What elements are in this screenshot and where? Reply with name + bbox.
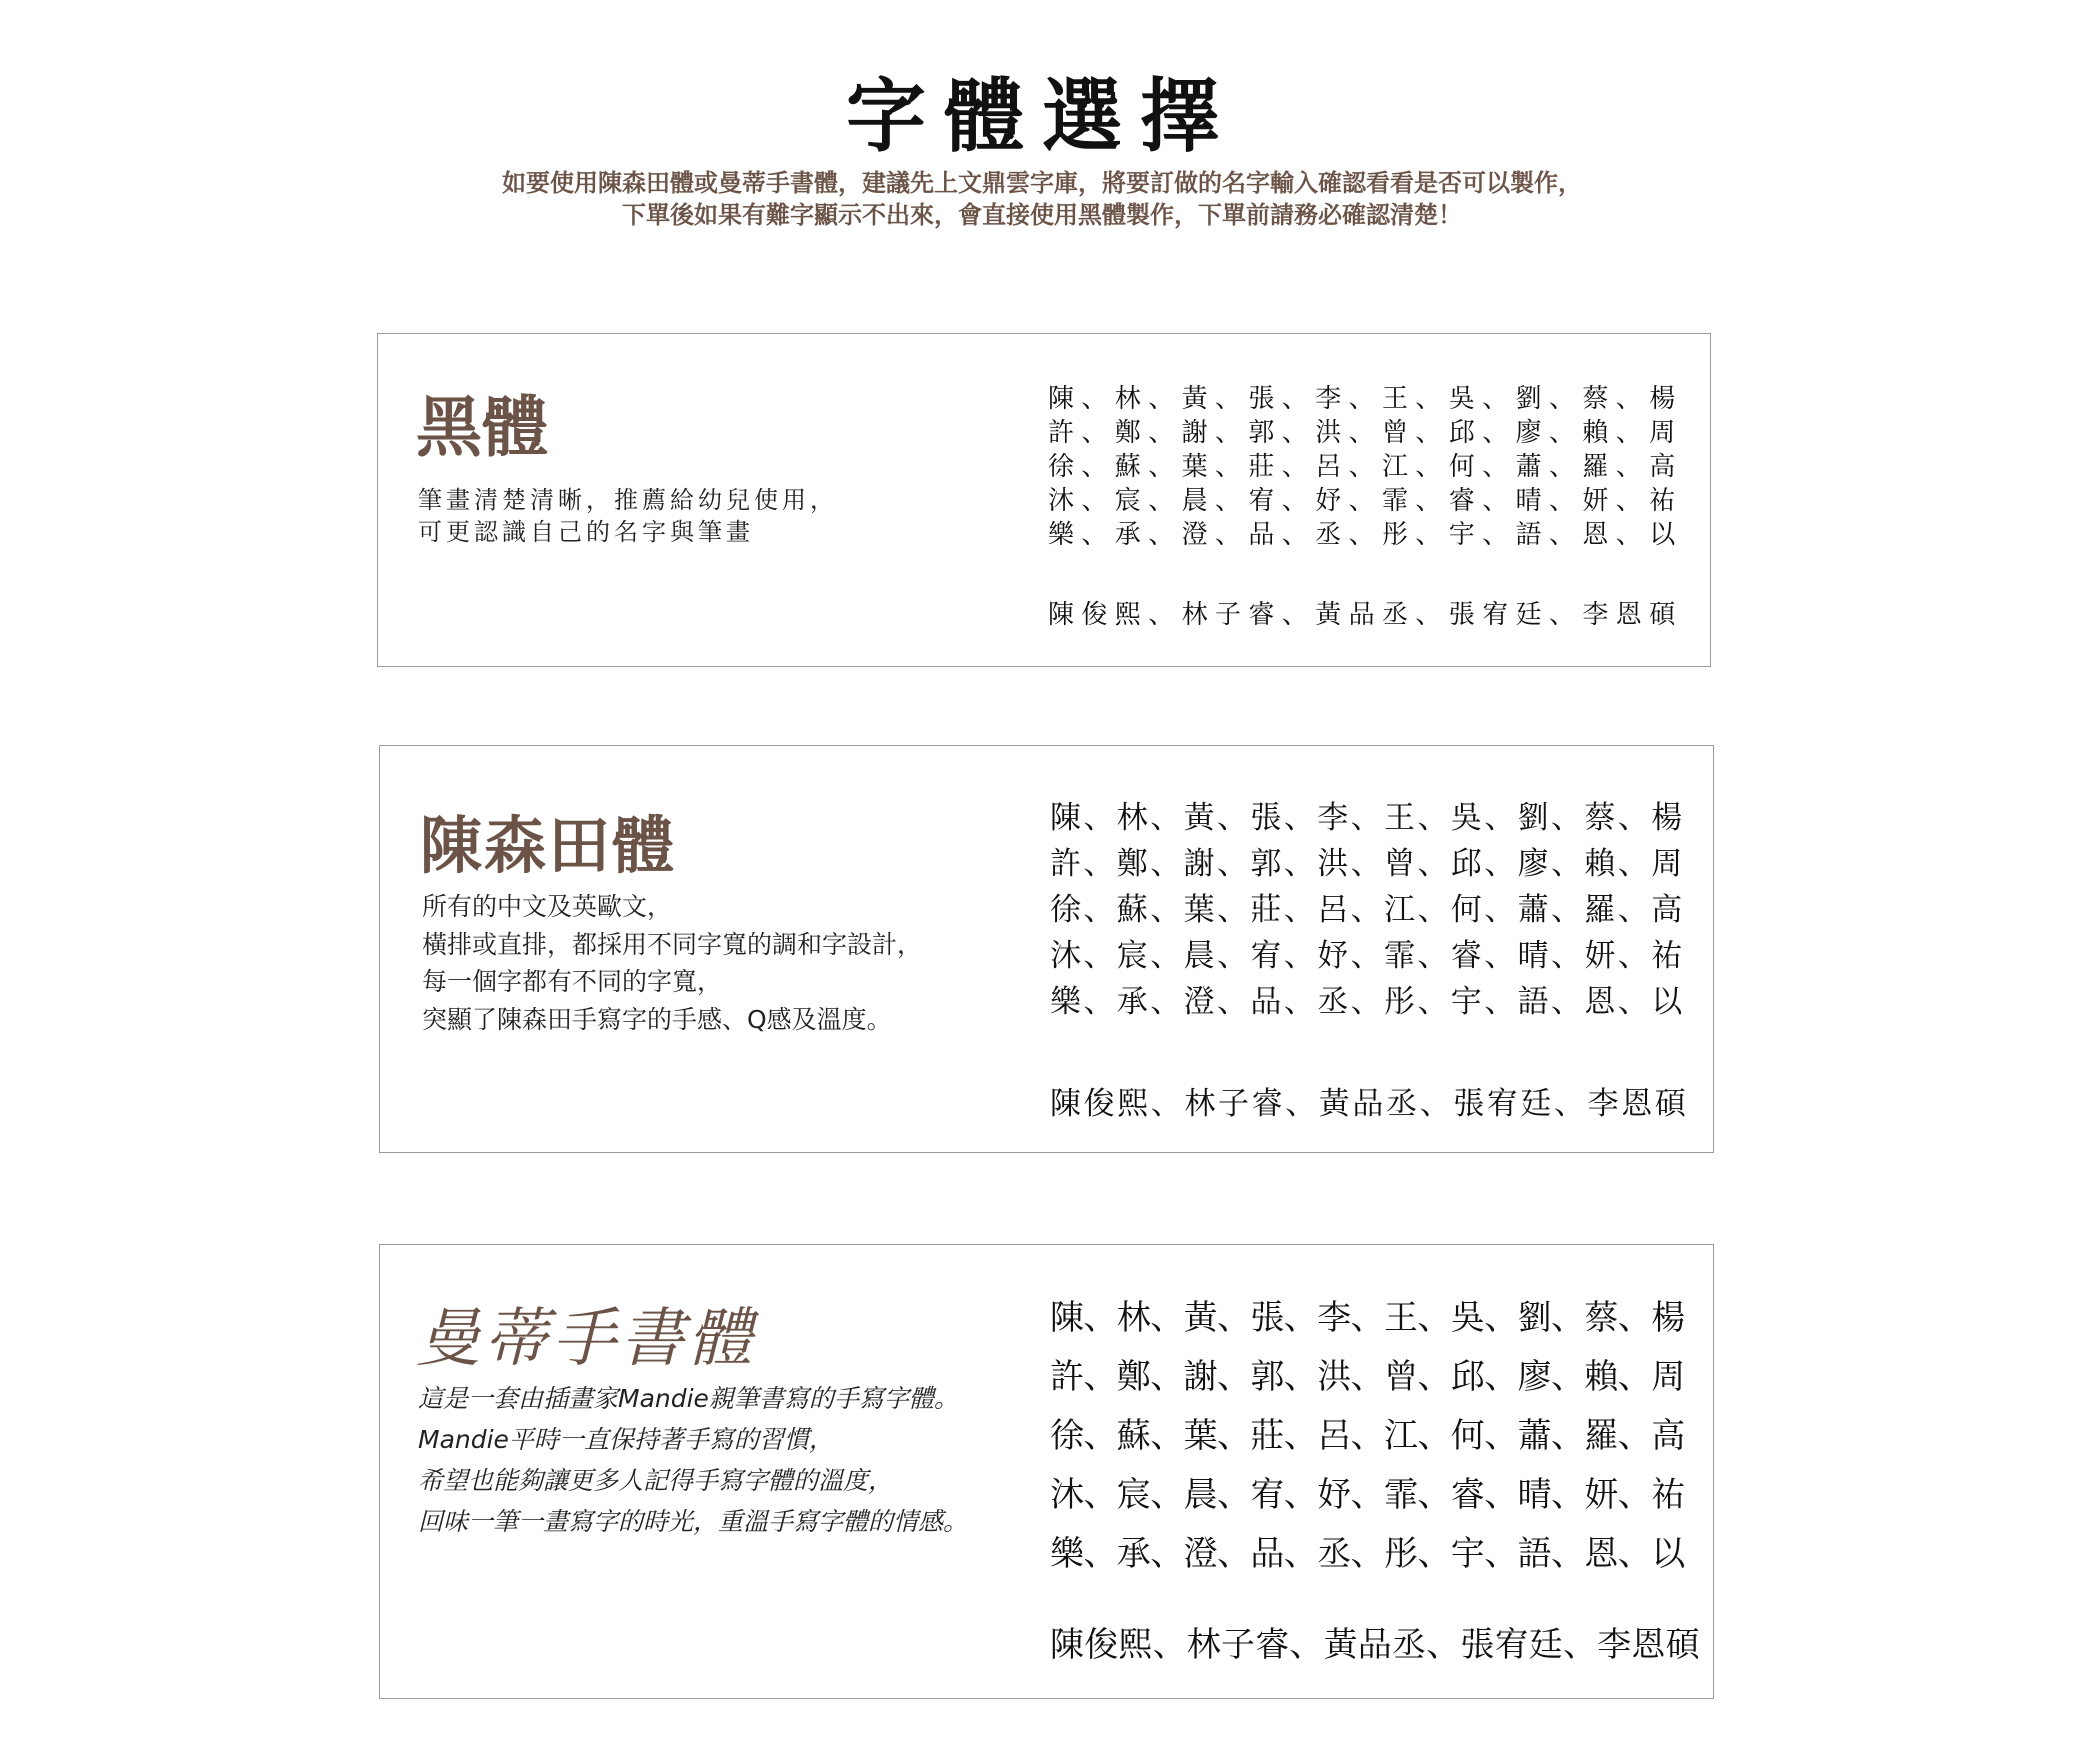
font-description — [418, 1378, 968, 1542]
font-description — [422, 888, 922, 1038]
description-line: 筆畫清楚清晰，推薦給幼兒使用， — [418, 486, 838, 514]
description-line: 所有的中文及英歐文， — [422, 892, 673, 921]
sample-row: 樂、承、澄、品、丞、彤、宇、語、恩、以 — [1050, 1534, 1685, 1574]
sample-row: 陳、林、黃、張、李、王、吳、劉、蔡、楊 — [1050, 1298, 1685, 1338]
font-card-heiti — [377, 333, 1711, 667]
sample-row: 許、鄭、謝、郭、洪、曾、邱、廖、賴、周 — [1050, 846, 1685, 882]
sample-names: 陳俊熙、林子睿、黃品丞、張宥廷、李恩碩 — [1050, 1625, 1700, 1665]
sample-row: 徐、蘇、葉、莊、呂、江、何、蕭、羅、高 — [1050, 892, 1685, 928]
notice-line-1: 如要使用陳森田體或曼蒂手書體，建議先上文鼎雲字庫，將要訂做的名字輸入確認看看是否可以製作， — [502, 169, 1582, 197]
description-line: 可更認識自己的名字與筆畫 — [418, 518, 754, 546]
page-title: 字體選擇 — [846, 70, 1238, 163]
sample-row: 樂、承、澄、品、丞、彤、宇、語、恩、以 — [1050, 984, 1685, 1020]
font-name: 黑體 — [416, 389, 548, 466]
description-line: 希望也能夠讓更多人記得手寫字體的溫度， — [418, 1466, 894, 1495]
font-card-chensentian — [379, 745, 1714, 1153]
sample-names: 陳俊熙、林子睿、黃品丞、張宥廷、李恩碩 — [1050, 1086, 1689, 1122]
sample-row: 徐、蘇、葉、莊、呂、江、何、蕭、羅、高 — [1050, 1416, 1685, 1456]
sample-row: 沐、宸、晨、宥、妤、霏、睿、晴、妍、祐 — [1048, 486, 1683, 516]
sample-names: 陳俊熙、林子睿、黃品丞、張宥廷、李恩碩 — [1048, 600, 1683, 630]
font-description — [418, 484, 838, 548]
description-line: 突顯了陳森田手寫字的手感、Q感及溫度。 — [422, 1004, 892, 1034]
sample-row: 徐、蘇、葉、莊、呂、江、何、蕭、羅、高 — [1048, 452, 1683, 482]
sample-row: 沐、宸、晨、宥、妤、霏、睿、晴、妍、祐 — [1050, 938, 1685, 974]
font-name: 曼蒂手書體 — [416, 1302, 756, 1376]
notice-line-2: 下單後如果有難字顯示不出來，會直接使用黑體製作，下單前請務必確認清楚！ — [622, 201, 1462, 229]
description-line: Mandie平時一直保持著手寫的習慣， — [418, 1425, 834, 1454]
sample-row: 沐、宸、晨、宥、妤、霏、睿、晴、妍、祐 — [1050, 1475, 1685, 1515]
sample-row: 陳、林、黃、張、李、王、吳、劉、蔡、楊 — [1048, 384, 1683, 414]
font-card-mandie — [379, 1244, 1714, 1699]
sample-row: 許、鄭、謝、郭、洪、曾、邱、廖、賴、周 — [1050, 1357, 1685, 1397]
sample-row: 陳、林、黃、張、李、王、吳、劉、蔡、楊 — [1050, 800, 1685, 836]
font-name: 陳森田體 — [420, 809, 677, 882]
sample-row: 樂、承、澄、品、丞、彤、宇、語、恩、以 — [1048, 520, 1683, 550]
description-line: 每一個字都有不同的字寬， — [422, 967, 723, 996]
description-line: 橫排或直排，都採用不同字寬的調和字設計， — [422, 929, 923, 959]
sample-row: 許、鄭、謝、郭、洪、曾、邱、廖、賴、周 — [1048, 418, 1683, 448]
description-line: 這是一套由插畫家Mandie親筆書寫的手寫字體。 — [418, 1384, 959, 1413]
description-line: 回味一筆一畫寫字的時光，重溫手寫字體的情感。 — [418, 1507, 969, 1536]
